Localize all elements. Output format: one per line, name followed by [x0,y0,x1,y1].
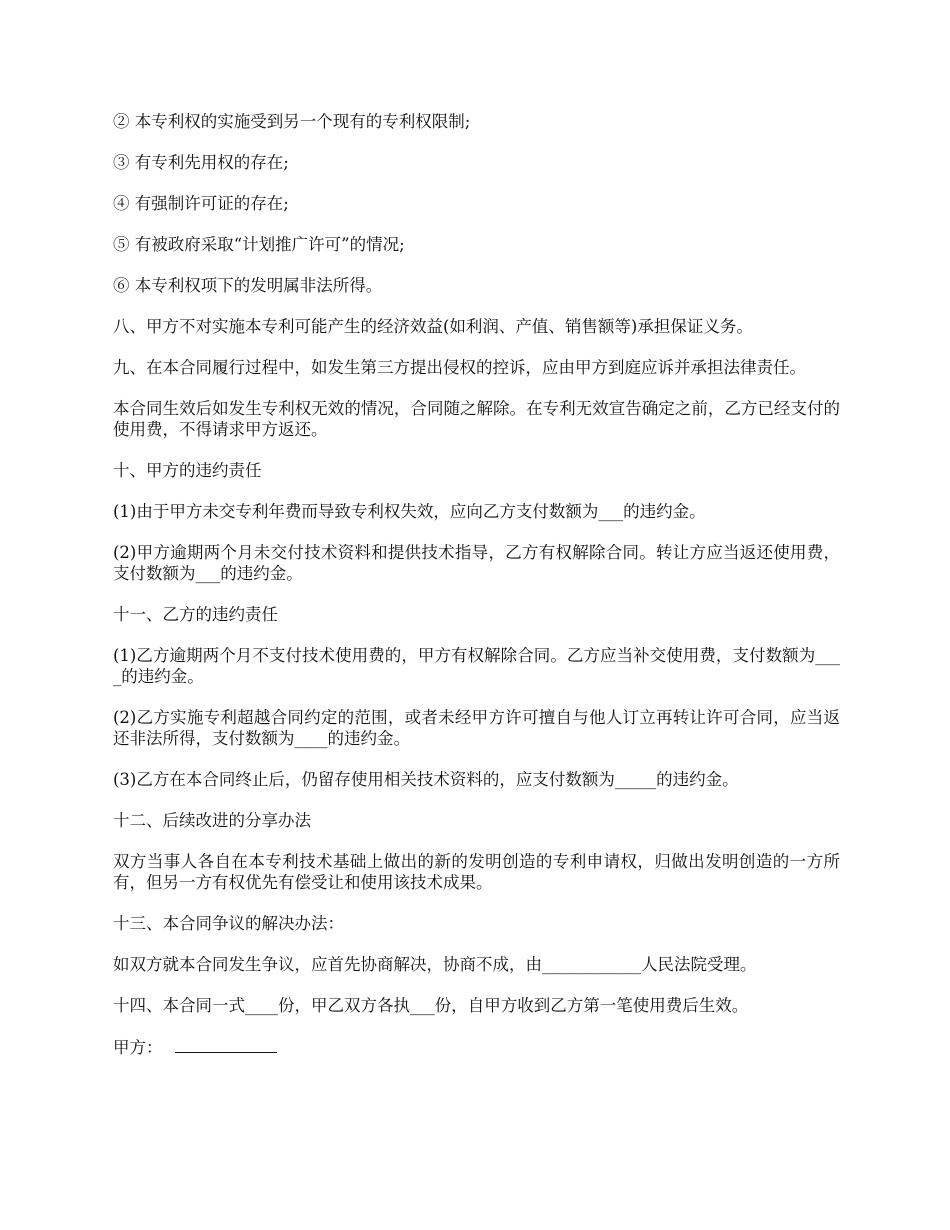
clause-item: ⑤ 有被政府采取“计划推广许可”的情况; [113,235,405,254]
clause-item: 双方当事人各自在本专利技术基础上做出的新的发明创造的专利申请权，归做出发明创造的一方所有，但另一方有权优先有偿受让和使用该技术成果。 [113,852,840,892]
clause-item: (1)由于甲方未交专利年费而导致专利权失效，应向乙方支付数额为___的违约金。 [113,502,706,521]
section-heading: 十一、乙方的违约责任 [113,605,278,624]
clause-item: (3)乙方在本合同终止后，仍留存使用相关技术资料的，应支付数额为_____的违约金。 [113,770,739,789]
clause-item: ③ 有专利先用权的存在; [113,153,289,172]
signature-label: 甲方： [113,1038,163,1057]
clause-item: ④ 有强制许可证的存在; [113,194,289,213]
clause-fourteen: 十四、本合同一式____份，甲乙双方各执___份，自甲方收到乙方第一笔使用费后生效。 [113,996,749,1015]
clause-nine: 九、在本合同履行过程中，如发生第三方提出侵权的控诉，应由甲方到庭应诉并承担法律责任。 [113,358,806,377]
clause-item: ② 本专利权的实施受到另一个现有的专利权限制; [113,112,471,131]
clause-item: 如双方就本合同发生争议，应首先协商解决，协商不成，由____________人民法院受理。 [113,955,757,974]
clause-item: (1)乙方逾期两个月不支付技术使用费的，甲方有权解除合同。乙方应当补交使用费，支付数额为____的违约金。 [113,646,840,686]
section-heading: 十二、后续改进的分享办法 [113,811,311,830]
section-heading: 十、甲方的违约责任 [113,461,262,480]
contract-body [113,111,840,1058]
clause-eight: 八、甲方不对实施本专利可能产生的经济效益(如利润、产值、销售额等)承担保证义务。 [113,317,753,336]
signature-line [113,1036,840,1058]
signature-blank [175,1036,277,1053]
clause-item: (2)乙方实施专利超越合同约定的范围，或者未经甲方许可擅自与他人订立再转让许可合同，应当返还非法所得，支付数额为____的违约金。 [113,708,840,748]
clause-item: (2)甲方逾期两个月未交付技术资料和提供技术指导，乙方有权解除合同。转让方应当返还使用费，支付数额为___的违约金。 [113,543,840,583]
section-heading: 十三、本合同争议的解决办法： [113,914,344,933]
clause-nine-detail: 本合同生效后如发生专利权无效的情况，合同随之解除。在专利无效宣告确定之前，乙方已经支付的使用费，不得请求甲方返还。 [113,399,840,439]
clause-item: ⑥ 本专利权项下的发明属非法所得。 [113,276,383,295]
